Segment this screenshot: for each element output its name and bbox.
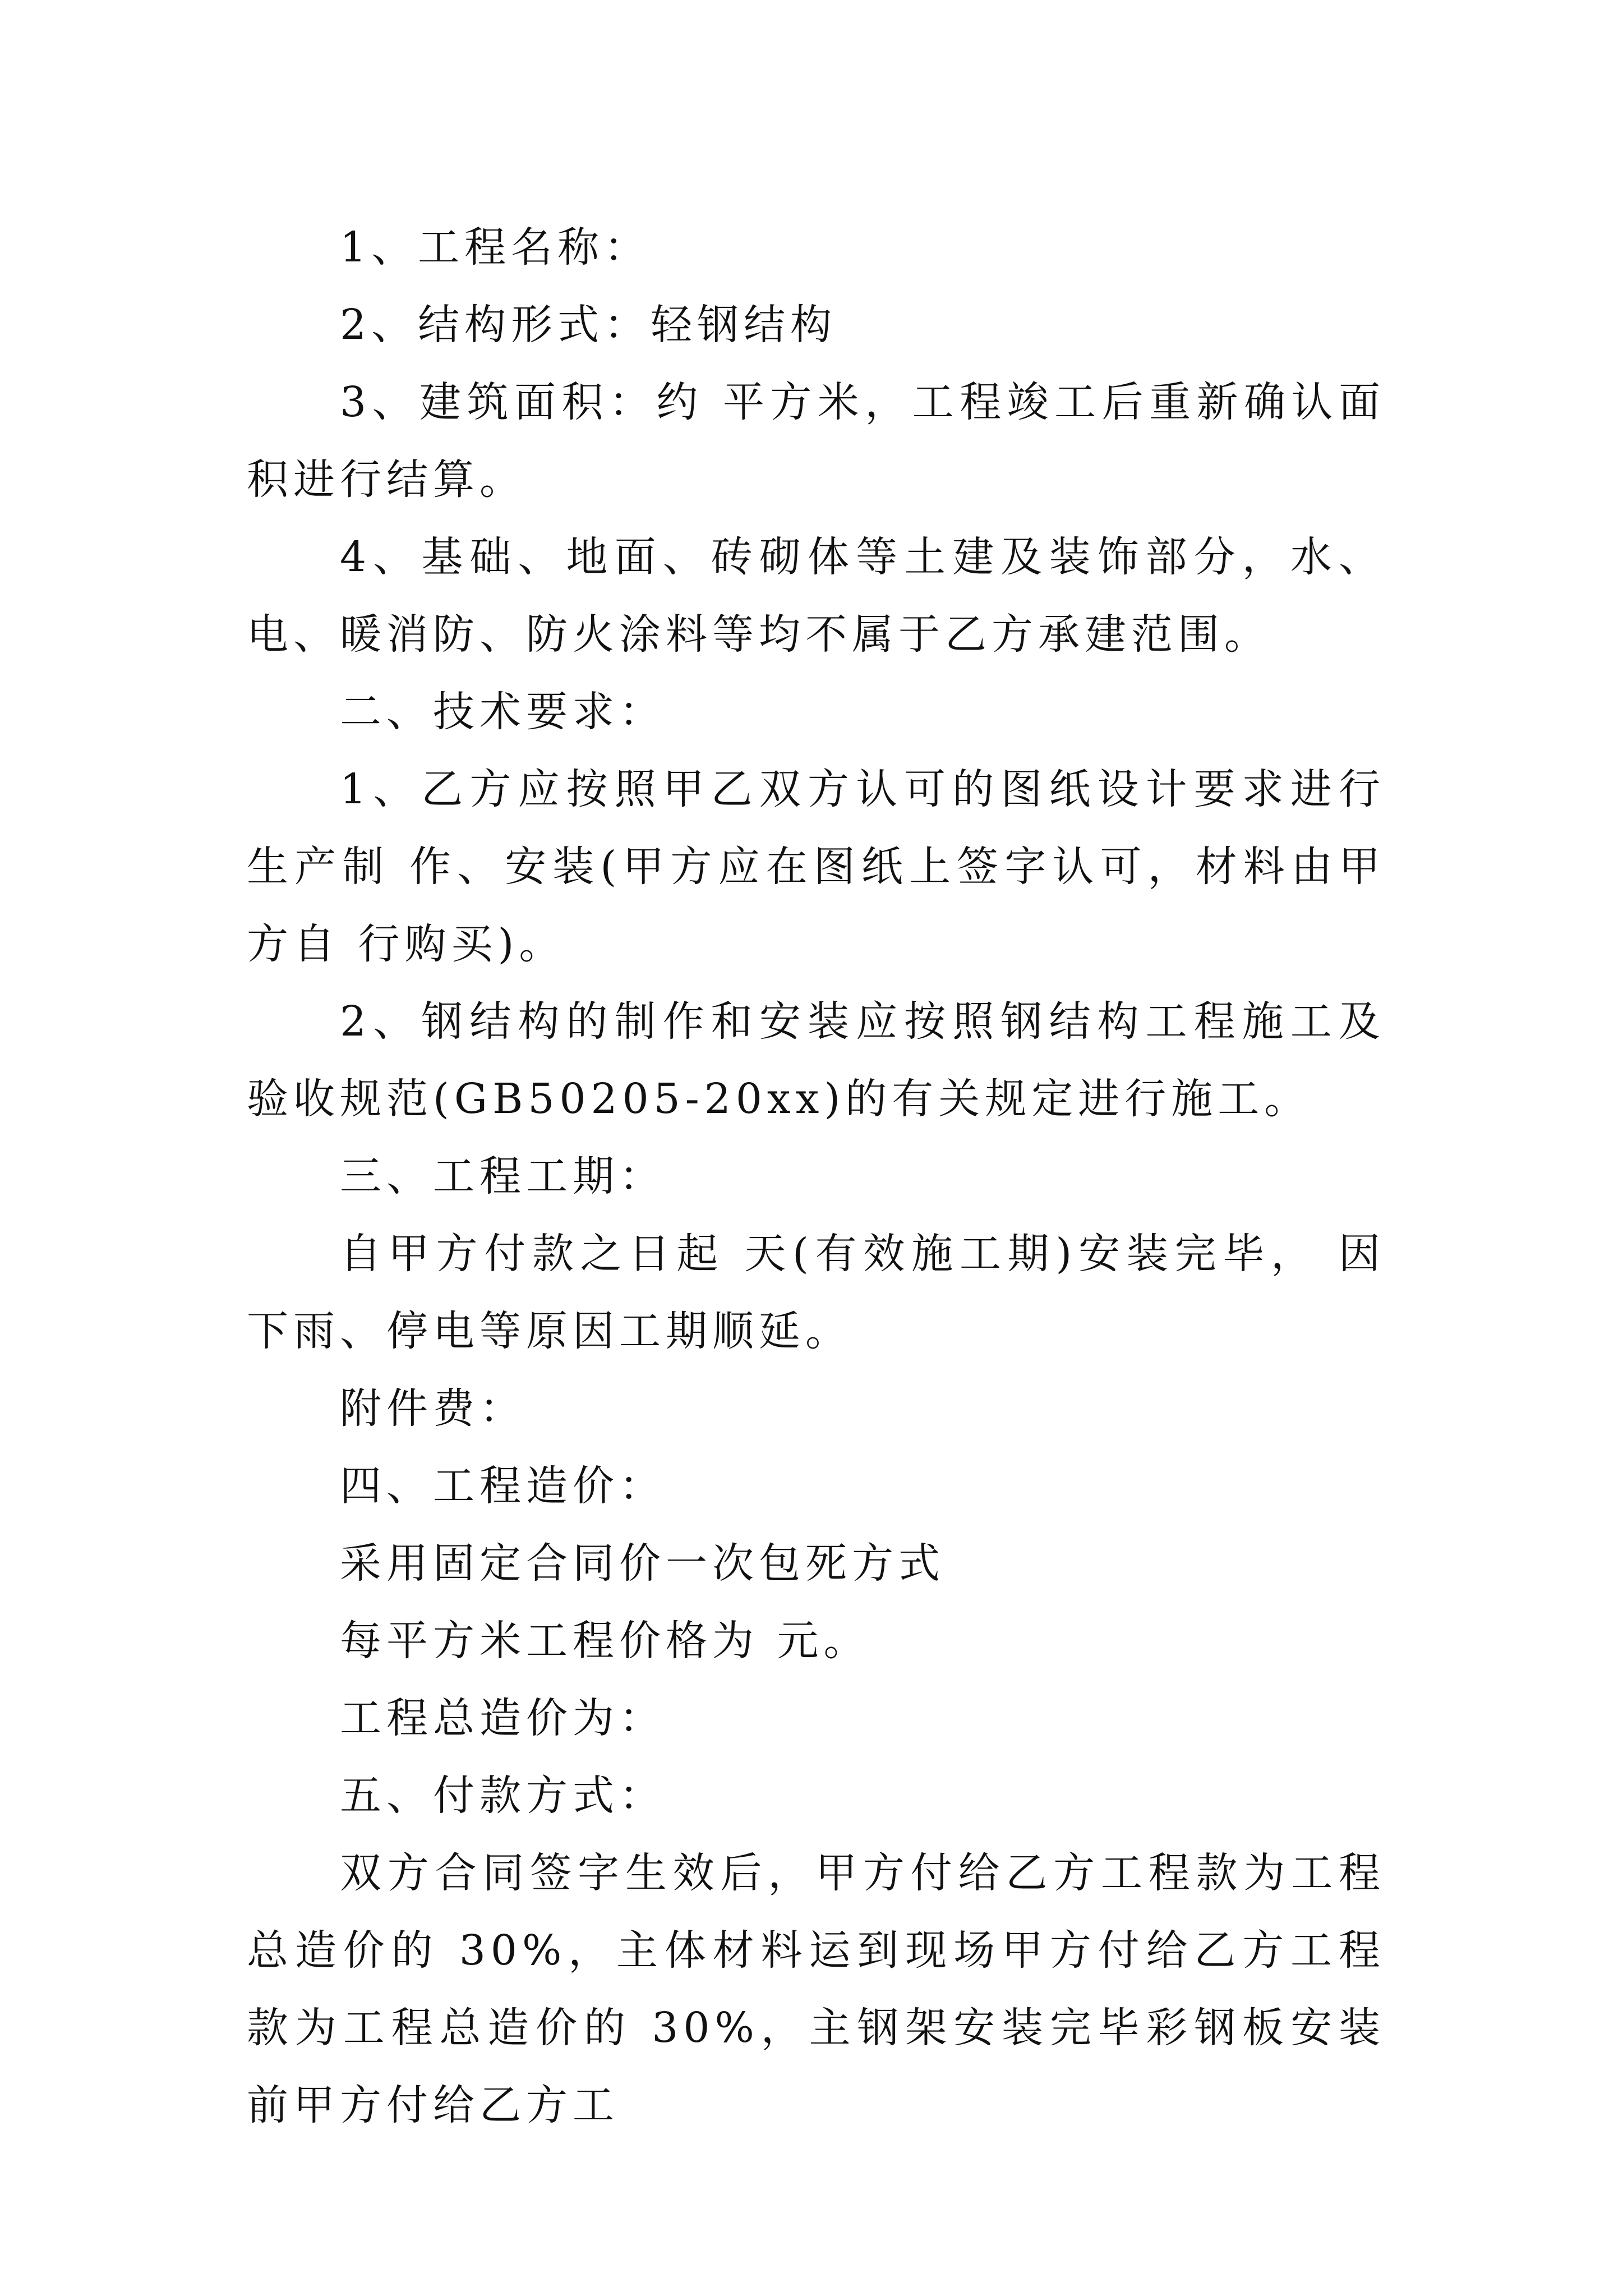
item-project-name: 1、工程名称： bbox=[340, 223, 651, 272]
item-unit-price: 每平方米工程价格为 元。 bbox=[340, 1617, 870, 1665]
item-total-cost: 工程总造价为： bbox=[340, 1694, 666, 1742]
item-payment-terms: 双方合同签字生效后，甲方付给乙方工程款为工程总造价的 30%，主体材料运到现场甲方付给乙方工程款为工程总造价的 30%，主钢架安装完毕彩钢板安装前甲方付给乙方工 bbox=[247, 1849, 1385, 2129]
item-schedule-terms: 自甲方付款之日起 天(有效施工期)安装完毕， 因下雨、停电等原因工期顺延。 bbox=[247, 1230, 1385, 1355]
section-heading-schedule: 三、工程工期： bbox=[340, 1152, 666, 1200]
item-attachment-fee: 附件费： bbox=[340, 1384, 526, 1433]
document-body bbox=[247, 209, 1404, 2144]
item-scope-exclusions: 4、基础、地面、砖砌体等土建及装饰部分，水、电、暖消防、防火涂料等均不属于乙方承建范围。 bbox=[247, 533, 1385, 659]
item-building-area: 3、建筑面积：约 平方米，工程竣工后重新确认面 积进行结算。 bbox=[247, 378, 1404, 504]
item-construction-standard: 2、钢结构的制作和安装应按照钢结构工程施工及验收规范(GB50205-20xx)的有关规定进行施工。 bbox=[247, 997, 1385, 1123]
item-pricing-method: 采用固定合同价一次包死方式 bbox=[340, 1539, 945, 1588]
section-heading-cost: 四、工程造价： bbox=[340, 1462, 666, 1510]
section-heading-payment: 五、付款方式： bbox=[340, 1772, 666, 1820]
item-drawing-requirements: 1、乙方应按照甲乙双方认可的图纸设计要求进行生产制 作、安装(甲方应在图纸上签字认可，材料由甲方自 行购买)。 bbox=[247, 765, 1385, 968]
item-structure-type: 2、结构形式：轻钢结构 bbox=[340, 301, 837, 349]
section-heading-technical: 二、技术要求： bbox=[340, 688, 666, 736]
